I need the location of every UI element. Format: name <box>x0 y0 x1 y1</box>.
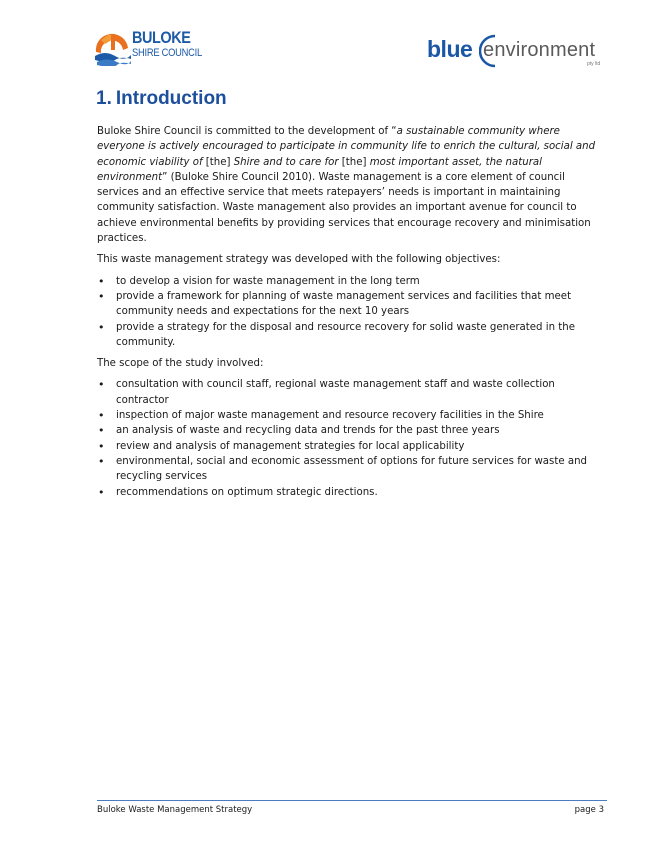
blue-environment-logo <box>427 36 607 72</box>
list-item: • to develop a vision for waste management in the long term <box>97 274 607 289</box>
scope-list <box>97 377 607 499</box>
footer-divider <box>97 800 607 801</box>
intro-text-part: [the] <box>202 156 234 168</box>
quote-italic: Shire and to care for <box>233 156 339 168</box>
blue-environment-logo-word1: blue <box>427 36 473 62</box>
list-item: • environmental, social and economic assessment of options for future services for waste and recycling services <box>97 454 607 485</box>
intro-text-part: ” (Buloke Shire Council 2010). Waste management is a core element of council services and an effective service that meets ratepayers’ needs is important in maintaining community satisfaction. Waste management also provides an important avenue for council to achieve environmental benefits by providing services that encourage recovery and minimisation practices. <box>97 171 591 245</box>
section-title: Introduction <box>115 88 227 109</box>
footer-document-title: Buloke Waste Management Strategy <box>97 805 253 815</box>
objectives-intro: This waste management strategy was developed with the following objectives: <box>97 254 501 266</box>
objectives-list <box>97 274 607 350</box>
scope-intro: The scope of the study involved: <box>97 358 264 370</box>
buloke-logo <box>93 26 202 68</box>
section-heading <box>96 88 227 110</box>
list-item: • recommendations on optimum strategic directions. <box>97 485 607 500</box>
buloke-emblem-icon <box>93 26 133 66</box>
quote-italic: a sustainable community where everyone is actively encouraged to participate in community life to enrich the cultural, social and economic viability of <box>97 126 596 168</box>
section-number: 1. <box>96 88 112 109</box>
blue-environment-logo-word2: environment <box>483 39 596 61</box>
list-item: • provide a framework for planning of waste management services and facilities that meet community needs and expectations for the next 10 years <box>97 289 607 320</box>
document-body <box>97 124 607 506</box>
quote-italic: most important asset, the natural environment <box>97 156 542 183</box>
list-item: • review and analysis of management strategies for local applicability <box>97 439 607 454</box>
list-item: • provide a strategy for the disposal and resource recovery for solid waste generated in the community. <box>97 320 607 351</box>
intro-text-part: Buloke Shire Council is committed to the development of “ <box>97 126 397 137</box>
intro-paragraph <box>97 124 607 246</box>
footer-page-number: page 3 <box>574 805 604 815</box>
list-item: • inspection of major waste management and resource recovery facilities in the Shire <box>97 408 607 423</box>
blue-environment-logo-suffix: pty ltd <box>587 61 601 67</box>
buloke-logo-name: BULOKE <box>132 28 191 47</box>
list-item: • consultation with council staff, regional waste management staff and waste collection contractor <box>97 377 607 408</box>
intro-text-part: [the] <box>338 156 370 168</box>
buloke-logo-subtitle: SHIRE COUNCIL <box>132 47 202 59</box>
list-item: • an analysis of waste and recycling data and trends for the past three years <box>97 423 607 438</box>
